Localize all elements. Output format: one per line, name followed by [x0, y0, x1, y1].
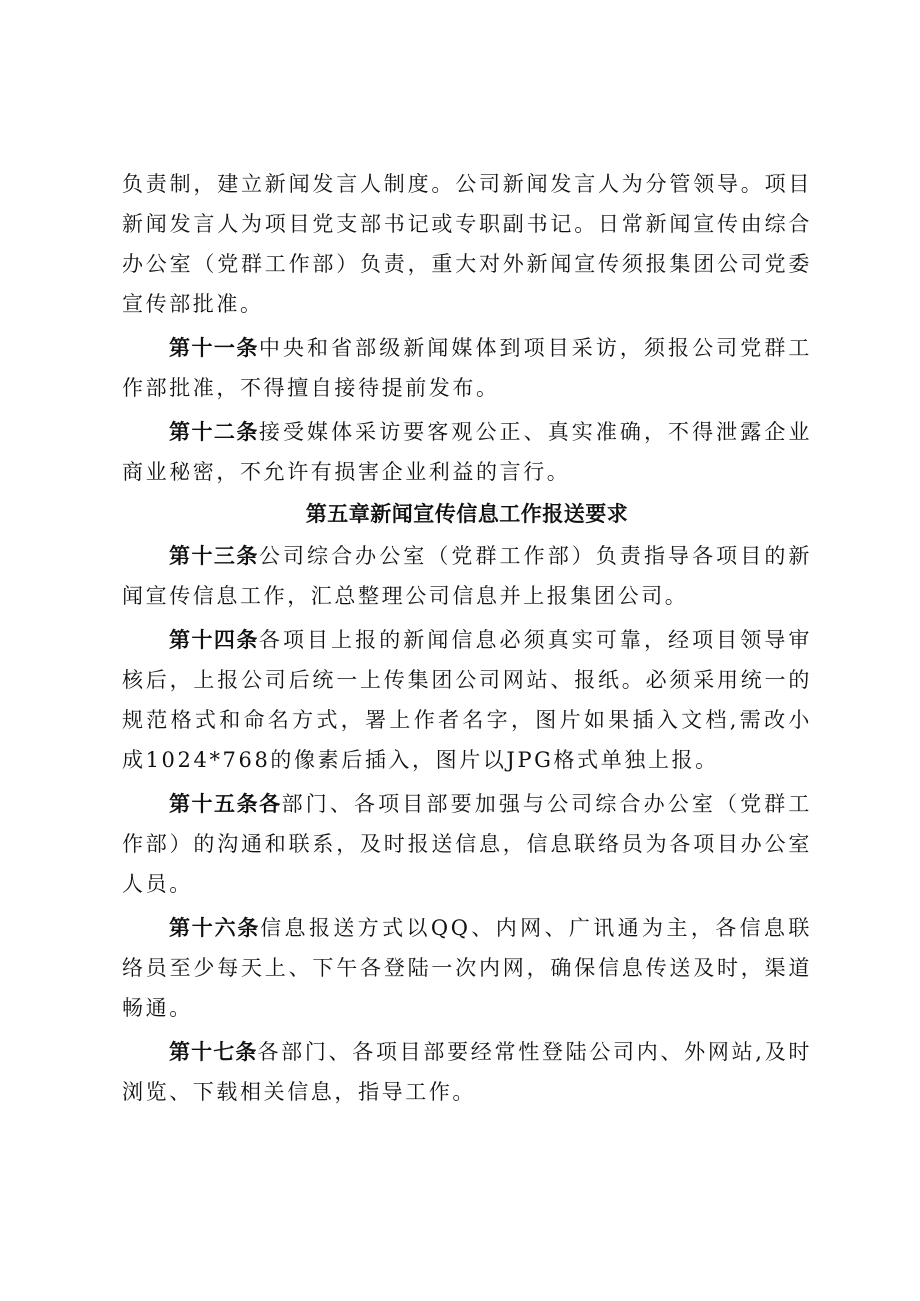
- article-text: 接受媒体采访要客观公正、真实准确，不得泄露企业商业秘密，不允许有损害企业利益的言行。: [122, 420, 812, 484]
- article-text: 中央和省部级新闻媒体到项目采访，须报公司党群工作部批准，不得擅自接待提前发布。: [122, 336, 812, 400]
- article-number: 第十一条: [169, 336, 259, 360]
- paragraph-continued: [122, 164, 812, 324]
- article-12: [122, 412, 812, 492]
- article-number: 第十二条: [169, 420, 259, 444]
- article-text: 各项目上报的新闻信息必须真实可靠，经项目领导审核后，上报公司后统一上传集团公司网站、报纸。必须采用统一的规范格式和命名方式，署上作者名字，图片如果插入文档,需改小成1024*768的像素后插入，图片以JPG格式单独上报。: [122, 628, 812, 772]
- article-number: 第十五条各: [169, 792, 282, 816]
- article-text: 信息报送方式以QQ、内网、广讯通为主，各信息联络员至少每天上、下午各登陆一次内网，确保信息传送及时，渠道畅通。: [122, 916, 813, 1020]
- chapter-heading: 第五章新闻宣传信息工作报送要求: [305, 502, 629, 526]
- article-11: [122, 328, 812, 408]
- article-16: [122, 908, 812, 1028]
- article-number: 第十四条: [169, 628, 259, 652]
- article-number: 第十六条: [169, 916, 261, 940]
- article-15: [122, 784, 812, 904]
- article-number: 第十七条: [169, 1040, 258, 1064]
- article-14: [122, 620, 812, 780]
- paragraph-text: 负责制，建立新闻发言人制度。公司新闻发言人为分管领导。项目新闻发言人为项目党支部书记或专职副书记。日常新闻宣传由综合办公室（党群工作部）负责，重大对外新闻宣传须报集团公司党委宣传部批准。: [122, 172, 812, 316]
- article-text: 各部门、各项目部要经常性登陆公司内、外网站,及时浏览、下载相关信息，指导工作。: [122, 1040, 812, 1104]
- document-body: [122, 164, 812, 1112]
- article-17: [122, 1032, 812, 1112]
- article-text: 公司综合办公室（党群工作部）负责指导各项目的新闻宣传信息工作，汇总整理公司信息并上报集团公司。: [122, 544, 812, 608]
- article-13: [122, 536, 812, 616]
- article-number: 第十三条: [169, 544, 259, 568]
- article-text: 部门、各项目部要加强与公司综合办公室（党群工作部）的沟通和联系，及时报送信息，信息联络员为各项目办公室人员。: [122, 792, 812, 896]
